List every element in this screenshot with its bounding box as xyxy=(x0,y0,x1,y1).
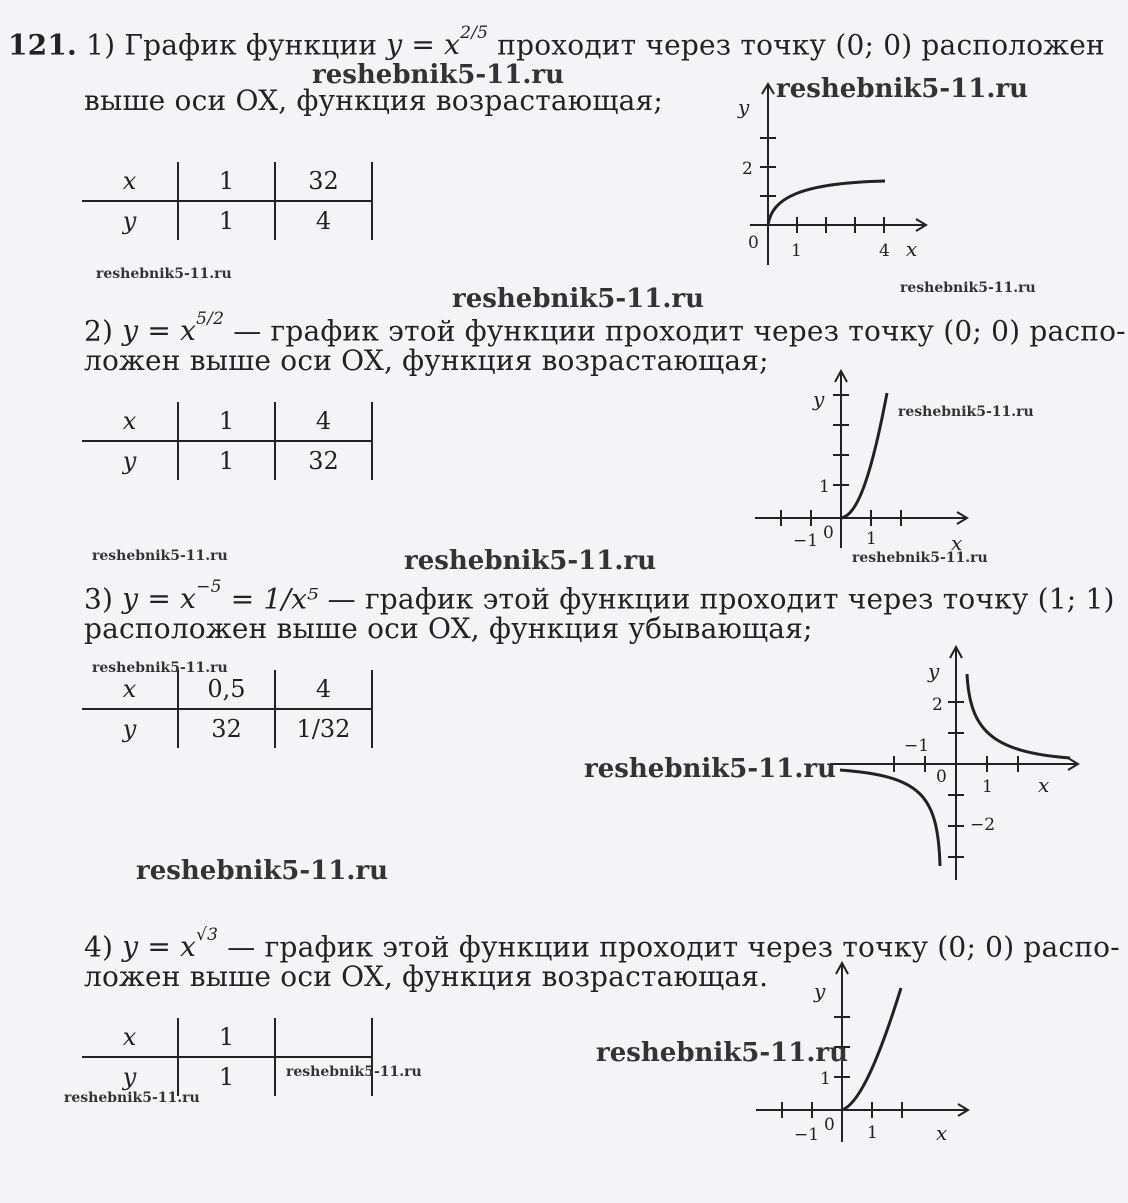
item-4-line-1 xyxy=(84,924,1120,964)
table-cell: x xyxy=(82,402,178,441)
table-cell: 1 xyxy=(178,201,275,240)
function-curve xyxy=(842,988,901,1110)
item-1-line-1 xyxy=(8,22,1105,62)
x-axis-label: x xyxy=(1038,773,1050,797)
table-cell: 1 xyxy=(178,402,275,441)
tick-label: 0 xyxy=(824,1115,835,1135)
table-cell: 0,5 xyxy=(178,670,275,709)
watermark: reshebnik5-11.ru xyxy=(92,548,228,564)
tick-label: −1 xyxy=(794,1125,820,1145)
item-4-formula xyxy=(122,925,219,964)
item-4-formula-exp: √3 xyxy=(196,925,219,945)
tick-label: 1 xyxy=(866,529,877,549)
item-3-formula-rest: = 1/x⁵ xyxy=(230,582,319,616)
watermark: reshebnik5-11.ru xyxy=(452,284,705,314)
item-4-text-a: — график этой функции проходит через точку (0; 0) распо- xyxy=(227,930,1120,964)
item-3-graph xyxy=(830,644,1080,884)
watermark: reshebnik5-11.ru xyxy=(96,266,232,282)
tick-label: 0 xyxy=(823,523,834,543)
watermark: reshebnik5-11.ru xyxy=(136,856,389,886)
tick-label: −1 xyxy=(793,531,819,551)
problem-number: 121. xyxy=(8,28,77,62)
item-1-label: 1) xyxy=(86,28,116,62)
table-cell: x xyxy=(82,670,178,709)
x-axis-label: x xyxy=(906,237,918,261)
y-axis-label: y xyxy=(928,659,940,683)
watermark: reshebnik5-11.ru xyxy=(584,754,837,784)
table-cell xyxy=(275,1018,372,1057)
item-3-formula-base: y = x xyxy=(122,582,197,616)
item-1-formula-exp: 2/5 xyxy=(460,23,489,43)
table-cell: 32 xyxy=(275,162,372,201)
item-1-graph xyxy=(730,80,930,280)
x-axis-label: x xyxy=(951,531,963,555)
item-3-text-a: — график этой функции проходит через точку (1; 1) xyxy=(327,582,1115,616)
tick-label: −2 xyxy=(970,815,996,835)
watermark: reshebnik5-11.ru xyxy=(404,546,657,576)
table-cell: 1 xyxy=(178,162,275,201)
item-2-formula-exp: 5/2 xyxy=(196,309,225,329)
item-2-graph xyxy=(755,368,975,558)
watermark: reshebnik5-11.ru xyxy=(92,660,228,676)
item-1-text-b: выше оси OX, функция возрастающая; xyxy=(84,84,664,117)
table-cell: y xyxy=(82,201,178,240)
watermark: reshebnik5-11.ru xyxy=(64,1090,200,1106)
tick-label: −1 xyxy=(904,736,930,756)
function-curve-right xyxy=(967,674,1070,758)
tick-label: 1 xyxy=(820,1069,831,1089)
tick-label: 2 xyxy=(742,159,753,179)
function-curve-left xyxy=(840,770,940,866)
item-3-formula xyxy=(122,577,222,616)
table-cell: x xyxy=(82,1018,178,1057)
item-1-text-a: проходит через точку (0; 0) расположен xyxy=(497,28,1105,62)
table-cell: 1 xyxy=(178,1057,275,1096)
watermark: reshebnik5-11.ru xyxy=(852,550,988,566)
item-2-value-table xyxy=(82,402,373,480)
y-axis-label: y xyxy=(813,387,825,411)
watermark: reshebnik5-11.ru xyxy=(900,280,1036,296)
tick-label: 1 xyxy=(791,241,802,261)
item-3-line-1 xyxy=(84,576,1115,616)
watermark: reshebnik5-11.ru xyxy=(312,60,565,90)
item-3-value-table xyxy=(82,670,373,748)
tick-label: 1 xyxy=(819,477,830,497)
tick-label: 0 xyxy=(936,767,947,787)
table-cell: 1/32 xyxy=(275,709,372,748)
watermark: reshebnik5-11.ru xyxy=(898,404,1034,420)
item-3-text-b: расположен выше оси OX, функция убывающая; xyxy=(84,612,813,645)
table-cell: x xyxy=(82,162,178,201)
item-2-line-1 xyxy=(84,308,1126,348)
table-cell: 1 xyxy=(178,441,275,480)
item-4-label: 4) xyxy=(84,930,114,964)
table-cell: y xyxy=(82,709,178,748)
watermark: reshebnik5-11.ru xyxy=(776,74,1029,104)
item-4-value-table xyxy=(82,1018,373,1096)
table-cell: 32 xyxy=(178,709,275,748)
tick-label: 2 xyxy=(932,695,943,715)
item-2-text-b: ложен выше оси OX, функция возрастающая; xyxy=(84,344,769,377)
table-cell: y xyxy=(82,441,178,480)
y-axis-label: y xyxy=(814,979,826,1003)
item-4-formula-base: y = x xyxy=(122,930,197,964)
item-1-lead: График функции xyxy=(124,28,378,62)
table-cell: 1 xyxy=(178,1018,275,1057)
tick-label: 1 xyxy=(982,777,993,797)
tick-label: 4 xyxy=(879,241,890,261)
tick-label: 1 xyxy=(867,1123,878,1143)
item-1-formula xyxy=(386,23,489,62)
item-1-formula-base: y = x xyxy=(386,28,461,62)
item-2-label: 2) xyxy=(84,314,114,348)
watermark: reshebnik5-11.ru xyxy=(596,1038,849,1068)
watermark: reshebnik5-11.ru xyxy=(286,1064,422,1080)
x-axis-label: x xyxy=(936,1121,948,1145)
tick-label: 0 xyxy=(748,233,759,253)
item-2-formula xyxy=(122,309,225,348)
y-axis-label: y xyxy=(738,95,750,119)
table-cell: 4 xyxy=(275,201,372,240)
item-2-text-a: — график этой функции проходит через точку (0; 0) распо- xyxy=(233,314,1126,348)
table-cell: 4 xyxy=(275,402,372,441)
item-1-value-table xyxy=(82,162,373,240)
table-cell: 4 xyxy=(275,670,372,709)
table-cell: y xyxy=(82,1057,178,1096)
item-2-formula-base: y = x xyxy=(122,314,197,348)
item-3-label: 3) xyxy=(84,582,114,616)
item-4-text-b: ложен выше оси OX, функция возрастающая. xyxy=(84,960,769,993)
item-3-formula-exp: −5 xyxy=(196,577,222,597)
table-cell: 32 xyxy=(275,441,372,480)
